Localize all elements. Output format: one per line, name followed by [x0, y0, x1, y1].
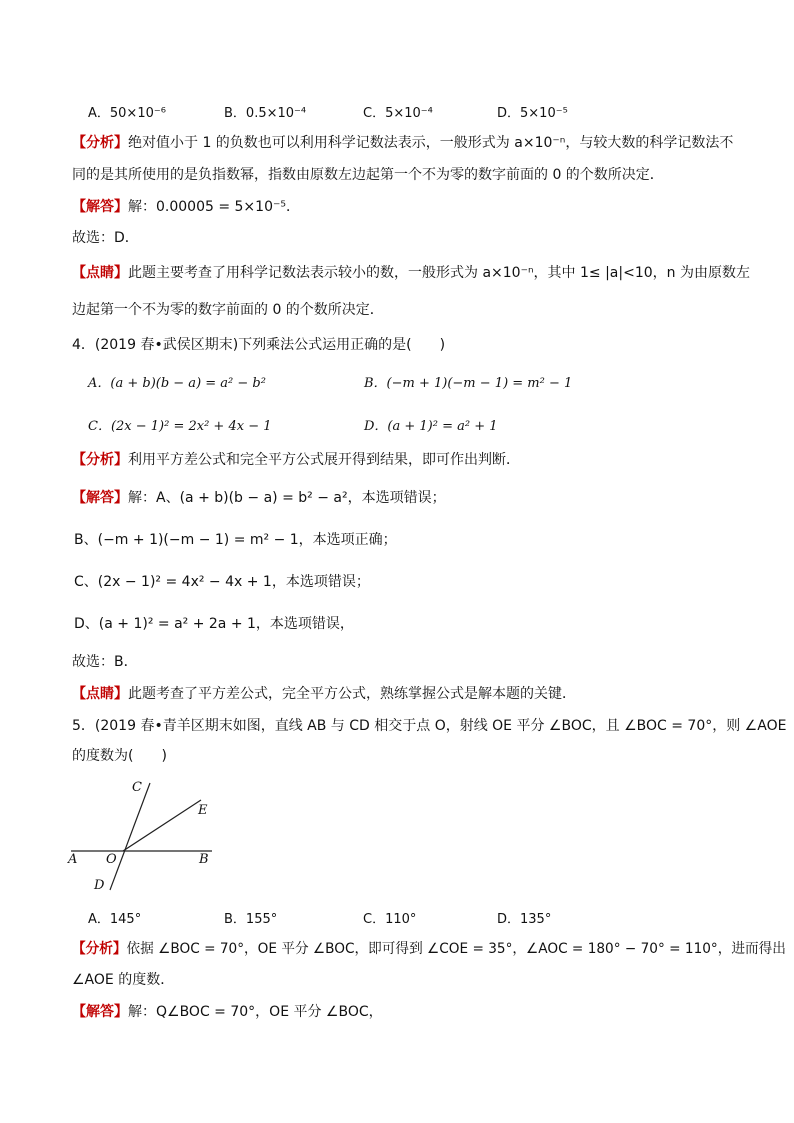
- q4-option-b: B．(−m + 1)(−m − 1) = m² − 1: [364, 376, 573, 391]
- q5-answer: 【解答】解：Q∠BOC = 70°，OE 平分 ∠BOC，: [72, 1004, 383, 1020]
- q5-option-b: B．155°: [224, 912, 278, 927]
- analysis-tag: 【分析】: [72, 135, 128, 151]
- q5-angle-figure: [66, 775, 226, 900]
- q4-answer-b: B、(−m + 1)(−m − 1) = m² − 1，本选项正确；: [74, 532, 397, 548]
- comment-tag: 【点睛】: [72, 686, 128, 702]
- q3-choice: 故选：D．: [72, 230, 139, 246]
- q3-comment-line-1: 【点睛】此题主要考查了用科学记数法表示较小的数，一般形式为 a×10⁻ⁿ，其中 1≤ |a|<10，n 为由原数左: [72, 265, 750, 281]
- q4-option-d: D．(a + 1)² = a² + 1: [364, 419, 498, 434]
- q5-analysis-line-2: ∠AOE 的度数．: [72, 972, 175, 988]
- q5-option-c: C．110°: [363, 912, 417, 927]
- q5-option-d: D．135°: [497, 912, 552, 927]
- q4-answer-a: 【解答】解：A、(a + b)(b − a) = b² − a²，本选项错误；: [72, 490, 446, 506]
- q3-comment-line-2: 边起第一个不为零的数字前面的 0 的个数所决定．: [72, 302, 384, 318]
- q4-answer-d: D、(a + 1)² = a² + 2a + 1，本选项错误，: [74, 616, 354, 632]
- answer-tag: 【解答】: [72, 199, 128, 215]
- q3-option-b: B．0.5×10⁻⁴: [224, 106, 307, 121]
- q3-option-d: D．5×10⁻⁵: [497, 106, 568, 121]
- q3-answer: 【解答】解：0.00005 = 5×10⁻⁵．: [72, 199, 300, 215]
- comment-tag: 【点睛】: [72, 265, 128, 281]
- q5-stem-line-2: 的度数为( ): [72, 748, 167, 764]
- q4-answer-c: C、(2x − 1)² = 4x² − 4x + 1，本选项错误；: [74, 574, 370, 590]
- label-b: B: [199, 852, 209, 867]
- q5-stem-line-1: 5．(2019 春•青羊区期末如图，直线 AB 与 CD 相交于点 O，射线 OE 平分 ∠BOC，且 ∠BOC = 70°，则 ∠AOE: [72, 718, 787, 734]
- label-o: O: [106, 852, 117, 867]
- q5-option-a: A．145°: [88, 912, 142, 927]
- q4-comment: 【点睛】此题考查了平方差公式，完全平方公式，熟练掌握公式是解本题的关键．: [72, 686, 576, 702]
- line-cd: [110, 783, 150, 890]
- label-a: A: [68, 852, 78, 867]
- q4-choice: 故选：B．: [72, 654, 138, 670]
- q3-option-a: A．50×10⁻⁶: [88, 106, 166, 121]
- analysis-tag: 【分析】: [72, 452, 128, 468]
- q4-option-a: A．(a + b)(b − a) = a² − b²: [88, 376, 266, 391]
- q3-option-c: C．5×10⁻⁴: [363, 106, 433, 121]
- q4-stem: 4．(2019 春•武侯区期末)下列乘法公式运用正确的是( ): [72, 337, 446, 353]
- label-c: C: [132, 780, 142, 795]
- q4-analysis: 【分析】利用平方差公式和完全平方公式展开得到结果，即可作出判断．: [72, 452, 520, 468]
- label-d: D: [94, 878, 105, 893]
- answer-tag: 【解答】: [72, 1004, 128, 1020]
- q3-analysis-line-2: 同的是其所使用的是负指数幂，指数由原数左边起第一个不为零的数字前面的 0 的个数所决定．: [72, 167, 664, 183]
- q4-option-c: C．(2x − 1)² = 2x² + 4x − 1: [88, 419, 272, 434]
- q3-analysis-line-1: 【分析】绝对值小于 1 的负数也可以利用科学记数法表示，一般形式为 a×10⁻ⁿ，与较大数的科学记数法不: [72, 135, 734, 151]
- analysis-tag: 【分析】: [72, 941, 127, 957]
- answer-tag: 【解答】: [72, 490, 128, 506]
- label-e: E: [198, 803, 208, 818]
- q5-analysis-line-1: 【分析】依据 ∠BOC = 70°，OE 平分 ∠BOC，即可得到 ∠COE = 35°，∠AOC = 180° − 70° = 110°，进而得出: [72, 941, 786, 957]
